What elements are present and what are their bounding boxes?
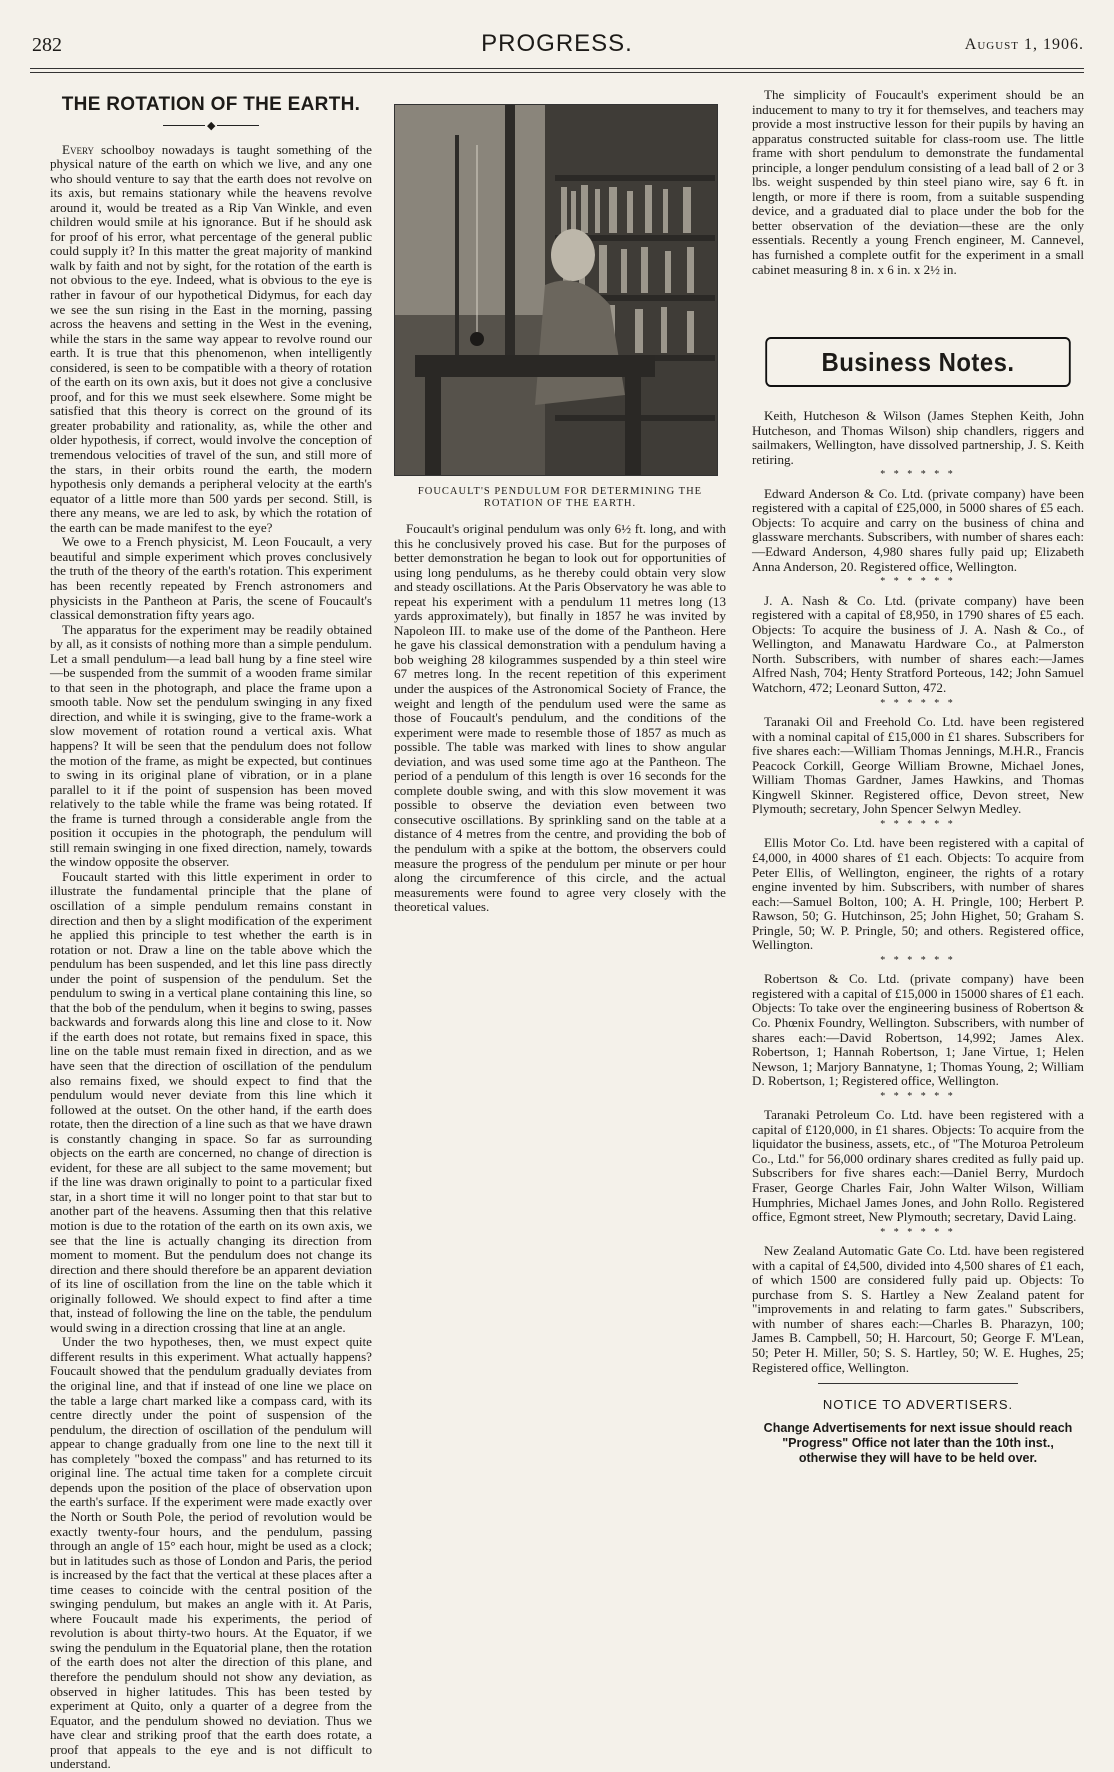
column-3 — [752, 88, 1084, 1466]
article-paragraph: The apparatus for the experiment may be readily obtained by all, as it consists of nothing more than a simple pendulum. Let a small pendulum—a lead ball hung by a fine steel wire—be suspended from the summit of a wooden frame similar to that seen in the photograph, and place the frame upon a smooth table. Now set the pendulum swinging in any fixed direction, and while it is swinging, give to the frame-work a slow movement of rotation round a vertical axis. What happens? It will be seen that the pendulum does not follow the motion of the frame, as might be expected, but continues to swing in its original plane of vibration, or in a plane parallel to it if the point of suspension has been moved relatively to the table while the frame was being rotated. If the frame is turned through a considerable angle from the position it occupies in the photograph, the pendulum will still remain swinging in one fixed direction, namely, towards the window opposite the observer. — [50, 621, 372, 870]
separator-stars: * * * * * * — [880, 697, 956, 709]
article-paragraph: Every schoolboy nowadays is taught something of the physical nature of the earth on which we live, and any one who should venture to say that the earth does not revolve on its axis, but remains stationary while the heavens revolve around it, would be treated as a Rip Van Winkle, and even children would smile at his ignorance. But if he should ask for proof of his error, what percentage of the general public could supply it? In this matter the great majority of mankind walk by faith and not by sight, for the rotation of the earth is not obvious to the eye. Indeed, what is obvious to the eye is rather in favour of our hypothetical Didymus, for each day we see the sun rising in the East in the morning, passing across the heavens and setting in the West in the evening, while the stars in the same way appear to revolve round our earth. It is true that this phenomenon, when intelligently considered, is seen to be compatible with a theory of rotation of the earth on its own axis, but it does not give a conclusive proof, and for this we must seek elsewhere. Some might be satisfied that this theory is correct on the ground of its greater probability and rationality, as, while the other and older hypothesis, if correct, would involve the conception of tremendous velocities of travel of the sun, and still more of the stars, in their orbits round the earth, the modern hypothesis only demands a peripheral velocity at the earth's equator of a little more than 500 yards per second. Still, is there any means, we are led to ask, by which the rotation of the earth can be made manifest to the eye? — [50, 141, 372, 535]
article-paragraph: We owe to a French physicist, M. Leon Foucault, a very beautiful and simple experiment which proves conclusively the truth of the theory of the earth's rotation. This experiment has been recently repeated by French astronomers and physicists in the Pantheon at Paris, the scene of Foucault's classical demonstration fifty years ago. — [50, 534, 372, 623]
separator-stars: * * * * * * — [880, 576, 956, 588]
page-header — [30, 30, 1084, 64]
separator-stars: * * * * * * — [880, 469, 956, 481]
business-note: New Zealand Automatic Gate Co. Ltd. have been registered with a capital of £4,500, divided into 4,500 shares of £1 each, of which 1500 are considered fully paid up. Objects: To purchase from S. S. Hartley a New Zealand patent for "improvements in and relating to farm gates." Subscribers, with number of shares each:—Charles B. Pharazyn, 100; James B. Campbell, 50; H. Harcourt, 50; George F. M'Lean, 50; Peter H. Miller, 50; S. S. Hartley, 50; W. E. Hughes, 25; Registered office, Wellington. — [752, 1243, 1084, 1375]
separator-stars: * * * * * * — [880, 818, 956, 830]
business-note: Taranaki Petroleum Co. Ltd. have been registered with a capital of £120,000, in £1 shares. Objects: To acquire from the liquidator the business, assets, etc., of "The Moturoa Petroleum Co., Ltd." for 56,000 ordinary shares credited as fully paid up. Subscribers for five shares each:—Daniel Berry, Murdoch Fraser, George Charles Fair, John Walter Wilson, William Humphries, Michael James Jones, and John Rollo. Registered office, Egmont street, New Plymouth; secretary, David Laing. — [752, 1107, 1084, 1225]
header-rule — [30, 68, 1084, 69]
notice-divider — [818, 1383, 1018, 1384]
business-notes-title: Business Notes. — [765, 337, 1070, 387]
article-paragraph: The simplicity of Foucault's experiment should be an inducement to many to try it for themselves, and teachers may provide a most instructive lesson for their pupils by having an apparatus constructed suitable for class-room use. The little frame with short pendulum to demonstrate the fundamental principle, a longer pendulum consisting of a lead ball of 2 or 3 lbs. weight suspended by thin steel piano wire, say 6 ft. in length, or more if there is room, from a suitable suspending device, and a graduated dial to place under the bob for the better observation of the deviation—these are the only essentials. Recently a young French engineer, M. Cannevel, has furnished a complete outfit for the experiment in a small cabinet measuring 8 in. x 6 in. x 2½ in. — [752, 87, 1084, 277]
ornament-diamond-icon: ◆ — [207, 119, 216, 132]
business-notes-list — [752, 409, 1084, 1375]
business-note: Ellis Motor Co. Ltd. have been registered with a capital of £4,000, in 4000 shares of £1 each. Objects: To acquire from Peter Ellis, of Wellington, engineer, the rights of a rotary engine invented by him. Subscribers, with number of shares each:—Samuel Bolton, 100; A. H. Pringle, 100; Herbert P. Rawson, 50; G. Hutchinson, 25; John Highet, 50; Graham S. Pringle, 50; W. P. Pringle, 50; and others. Registered office, Wellington. — [752, 835, 1084, 953]
article-title: THE ROTATION OF THE EARTH. — [61, 94, 361, 115]
business-note: Taranaki Oil and Freehold Co. Ltd. have been registered with a nominal capital of £15,000 in £1 shares. Subscribers for five shares each:—William Thomas Jennings, M.H.R., Francis Peacock Corkill, George William Browne, Michael Jones, William Thomas Gardner, James Hawkins, and Thomas Kingwell Skinner. Registered office, Devon street, New Plymouth; secretary, John Spencer Selwyn Medley. — [752, 714, 1084, 817]
issue-date: August 1, 1906. — [964, 36, 1084, 53]
column-2 — [394, 88, 726, 915]
photo-illustration — [395, 105, 717, 475]
separator-stars: * * * * * * — [880, 1226, 956, 1238]
article-paragraph: Foucault's original pendulum was only 6½ ft. long, and with this he conclusively proved his case. But for the purposes of better demonstration he began to look out for opportunities of using long pendulums, as he thereby could obtain very slow and steady oscillations. At the Paris Observatory he was able to repeat his experiment with a pendulum 11 metres long (13 yards approximately), but finally in 1857 he was invited by Napoleon III. to make use of the dome of the Pantheon. Here he gave his classical demonstration with a pendulum having a bob weighing 28 kilogrammes suspended by a thin steel wire 67 metres long. In the recent repetition of this experiment under the auspices of the Astronomical Society of France, the weight and length of the pendulum used were the same as those of Foucault's pendulum, and the conditions of the experiment were made to resemble those of 1857 as much as possible. The table was marked with lines to show angular deviation, and was used some time ago at the Pantheon. The period of a pendulum of this length is over 16 seconds for the complete double swing, and with this slow movement it was possible to observe the deviation even between two consecutive oscillations. By sprinkling sand on the table at a distance of 4 metres from the centre, and providing the bob of the pendulum with a spike at the bottom, the observers could measure the progress of the pendulum per minute or per hour along the circumference of this circle, and the actual measurements were found to agree very closely with the theoretical values. — [394, 521, 726, 915]
masthead: PROGRESS. — [481, 30, 633, 57]
notice-heading: NOTICE TO ADVERTISERS. — [822, 1397, 1014, 1413]
article-paragraph: Foucault started with this little experiment in order to illustrate the fundamental principle that the plane of oscillation of a simple pendulum remains constant in direction and then by a slight modification of the experiment he applied this principle to test whether the earth is in rotation or not. Draw a line on the table above which the pendulum has been suspended, and let this line pass directly under the point of suspension of the pendulum. Set the pendulum to swing in a vertical plane containing this line, so that the bob of the pendulum, when it begins to swing, passes backwards and forwards along this line and close to it. Now if the earth does not rotate, but remains fixed in space, this line on the table must remain fixed in direction, and as we have seen that the direction of oscillation of the pendulum also remains fixed, we should expect to find that the pendulum would never deviate from this line which it followed at the outset. On the other hand, if the earth does rotate, then the direction of a line such as that we have drawn is constantly changing in space. So far as surrounding objects on the earth are concerned, no change of direction is evident, for these are all subject to the same movement; but if the line was drawn originally to point to a particular fixed star, in a short time it will no longer point to that star but to another part of the heavens. Assuming then that this relative motion is due to the rotation of the earth on its own axis, we see that the line is actually changing its direction from moment to moment. But the pendulum does not change its direction and there should therefore be an apparent deviation of its line of oscillation from the line on the table which it originally followed. We should expect to find after a time that, instead of following the line on the table, the pendulum would swing in a direction crossing that line at an angle. — [50, 868, 372, 1335]
separator-stars: * * * * * * — [880, 954, 956, 966]
business-note: Edward Anderson & Co. Ltd. (private company) have been registered with a capital of £25,000, in 5000 shares of £5 each. Objects: To acquire and carry on the business of china and glassware merchants. Subscribers, with number of shares each:—Edward Anderson, 4,980 shares fully paid up; Elizabeth Anna Anderson, 20. Registered office, Wellington. — [752, 485, 1084, 574]
business-note: J. A. Nash & Co. Ltd. (private company) have been registered with a capital of £8,950, in 1790 shares of £5 each. Objects: To acquire the business of J. A. Nash & Co., of Wellington, and Manawatu Hardware Co., at Palmerston North. Subscribers, with number of shares each:—James Alfred Nash, 704; Henty Stratford Porteous, 142; John Samuel Watchorn, 472; Leonard Sutton, 472. — [752, 592, 1084, 695]
column-1 — [50, 88, 372, 1772]
header-rule-secondary — [30, 72, 1084, 73]
separator-stars: * * * * * * — [880, 1090, 956, 1102]
photo-caption: FOUCAULT'S PENDULUM FOR DETERMINING THE ROTATION OF THE EARTH. — [417, 486, 703, 509]
article-paragraph: Under the two hypotheses, then, we must expect quite different results in this experiment. What actually happens? Foucault showed that the pendulum gradually deviates from the original line, and that if instead of one line we place on the table a large chart marked like a compass card, with its centre directly under the point of suspension of the pendulum, the direction of oscillation of the pendulum will appear to change gradually from one line to the next till it has completely "boxed the compass" and has returned to its original line. The actual time taken for a complete circuit depends upon the position of the place of observation upon the earth's surface. If the experiment were made exactly over the North or South Pole, the period of revolution would be exactly twenty-four hours, and the pendulum, passing through an angle of 15° each hour, might be used as a clock; but in latitudes such as those of London and Paris, the period is increased by the fact that the vertical at these places after a time ceases to coincide with the central position of the swinging pendulum, but makes an angle with it. At Paris, where Foucault made his experiments, the period of revolution is about thirty-two hours. At the Equator, if we swing the pendulum in the Equatorial plane, then the rotation of the earth does not alter the direction of this plane, and therefore the pendulum should not show any deviation, as observed in higher latitudes. This has been tested by experiment at Quito, only a quarter of a degree from the Equator, and the pendulum showed no deviation. Thus we have clear and striking proof that the earth does rotate, a proof that appeals to the eye and is not difficult to understand. — [50, 1334, 372, 1772]
title-ornament — [163, 119, 259, 132]
business-note: Keith, Hutcheson & Wilson (James Stephen Keith, John Hutcheson, and Thomas Wilson) ship chandlers, riggers and sailmakers, Wellington, have dissolved partnership, J. S. Keith retiring. — [752, 408, 1084, 467]
business-note: Robertson & Co. Ltd. (private company) have been registered with a capital of £15,000 in 15000 shares of £1 each. Objects: To take over the engineering business of Robertson & Co. Phœnix Foundry, Wellington. Subscribers, with number of shares each:—David Robertson, 14,992; James Alex. Robertson, 1; Hannah Robertson, 1; Jane Virtue, 1; Helen Newson, 1; Marjory Bannatyne, 1; Thomas Young, 2; William D. Robertson, 1; Registered office, Wellington. — [752, 971, 1084, 1089]
notice-body: Change Advertisements for next issue should reach "Progress" Office not later than the 10th inst., otherwise they will have to be held over. — [763, 1420, 1073, 1465]
page-number: 282 — [32, 34, 62, 56]
lead-word: Every — [62, 141, 95, 157]
pendulum-photograph — [394, 104, 718, 476]
